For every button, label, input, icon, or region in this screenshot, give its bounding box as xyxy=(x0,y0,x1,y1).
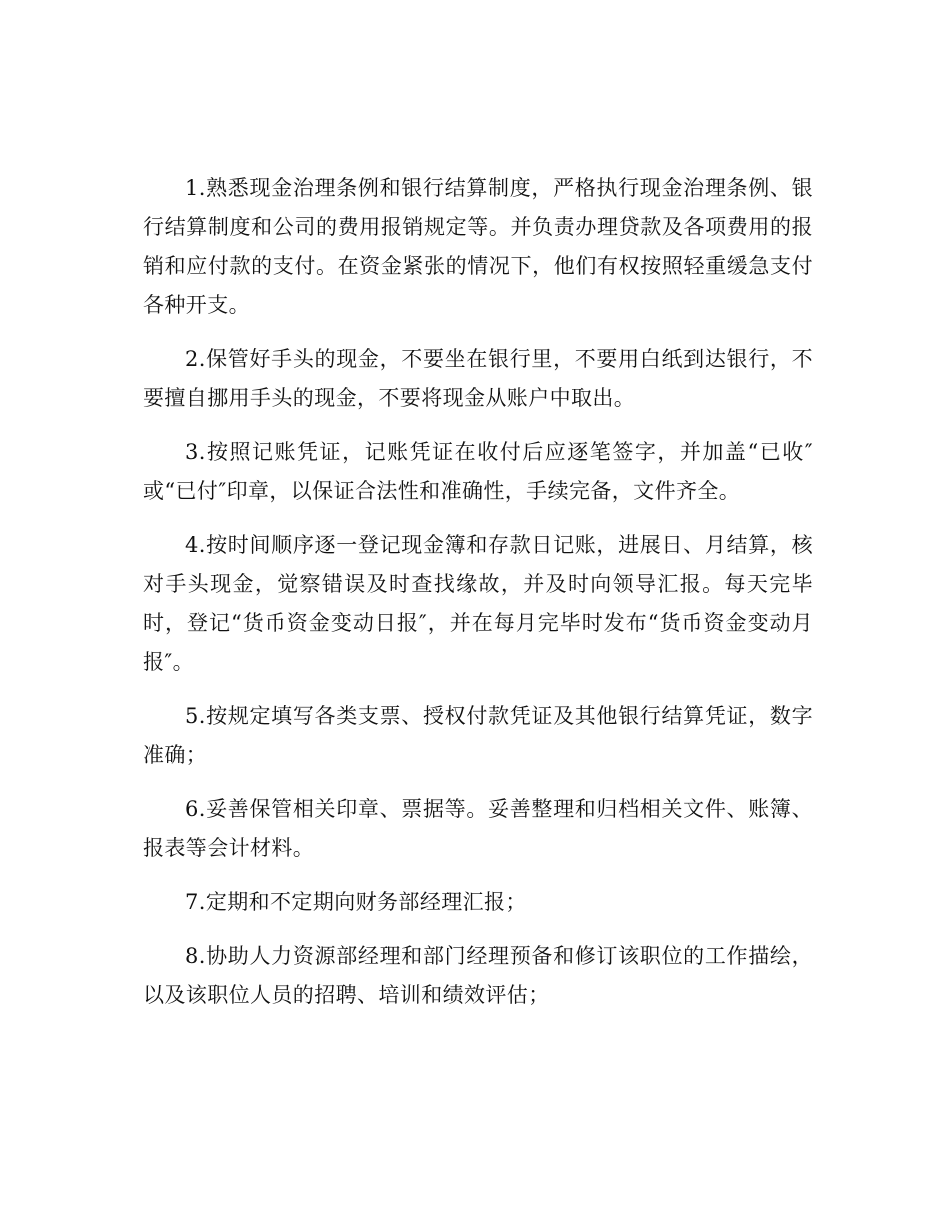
paragraph-3: 3.按照记账凭证，记账凭证在收付后应逐笔签字，并加盖“已收″或“已付″印章，以保证合法性和准确性，手续完备，文件齐全。 xyxy=(143,440,813,503)
paragraph-6: 6.妥善保管相关印章、票据等。妥善整理和归档相关文件、账簿、报表等会计材料。 xyxy=(143,797,813,860)
paragraph-4: 4.按时间顺序逐一登记现金簿和存款日记账，进展日、月结算，核对手头现金，觉察错误及时查找缘故，并及时向领导汇报。每天完毕时，登记“货币资金变动日报″，并在每月完毕时发布“货币资金变动月报″。 xyxy=(143,533,813,674)
paragraph-7: 7.定期和不定期向财务部经理汇报； xyxy=(185,890,527,914)
paragraph-2: 2.保管好手头的现金，不要坐在银行里，不要用白纸到达银行，不要擅自挪用手头的现金，不要将现金从账户中取出。 xyxy=(143,347,813,410)
paragraph-5: 5.按规定填写各类支票、授权付款凭证及其他银行结算凭证，数字准确； xyxy=(143,704,813,767)
paragraph-8: 8.协助人力资源部经理和部门经理预备和修订该职位的工作描绘，以及该职位人员的招聘、培训和绩效评估； xyxy=(143,944,813,1007)
paragraph-1: 1.熟悉现金治理条例和银行结算制度，严格执行现金治理条例、银行结算制度和公司的费用报销规定等。并负责办理贷款及各项费用的报销和应付款的支付。在资金紧张的情况下，他们有权按照轻重缓急支付各种开支。 xyxy=(143,176,813,317)
document-body xyxy=(143,169,813,1030)
